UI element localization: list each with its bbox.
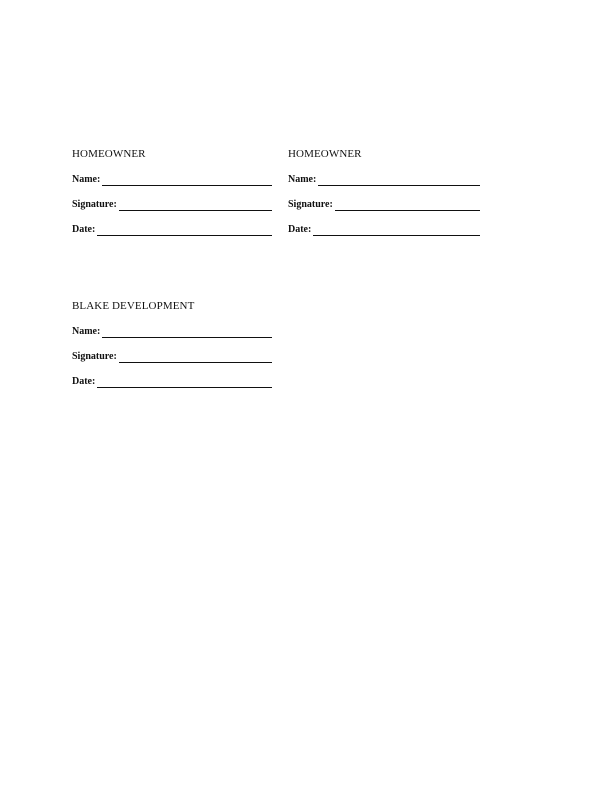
signature-label: Signature: [288, 199, 333, 210]
block-heading: HOMEOWNER [72, 148, 146, 160]
date-label: Date: [72, 376, 96, 387]
name-field-row [288, 172, 480, 186]
name-label: Name: [72, 174, 101, 185]
signature-line[interactable] [335, 199, 480, 211]
date-field-row [288, 222, 480, 236]
block-heading: BLAKE DEVELOPMENT [72, 300, 195, 312]
signature-field-row [72, 349, 272, 363]
date-label: Date: [72, 224, 96, 235]
name-line[interactable] [102, 174, 272, 186]
blake-development-signature-block [72, 298, 272, 399]
signature-field-row [288, 197, 480, 211]
name-field-row [72, 172, 272, 186]
date-label: Date: [288, 224, 312, 235]
name-line[interactable] [102, 326, 272, 338]
name-label: Name: [72, 326, 101, 337]
name-line[interactable] [318, 174, 480, 186]
date-line[interactable] [97, 376, 272, 388]
homeowner-signature-block-1 [72, 146, 272, 247]
date-line[interactable] [97, 224, 272, 236]
signature-line[interactable] [119, 351, 272, 363]
signature-field-row [72, 197, 272, 211]
block-heading: HOMEOWNER [288, 148, 362, 160]
signature-label: Signature: [72, 351, 117, 362]
signature-line[interactable] [119, 199, 272, 211]
name-field-row [72, 324, 272, 338]
signature-label: Signature: [72, 199, 117, 210]
date-line[interactable] [313, 224, 480, 236]
date-field-row [72, 222, 272, 236]
date-field-row [72, 374, 272, 388]
homeowner-signature-block-2 [288, 146, 480, 247]
name-label: Name: [288, 174, 317, 185]
